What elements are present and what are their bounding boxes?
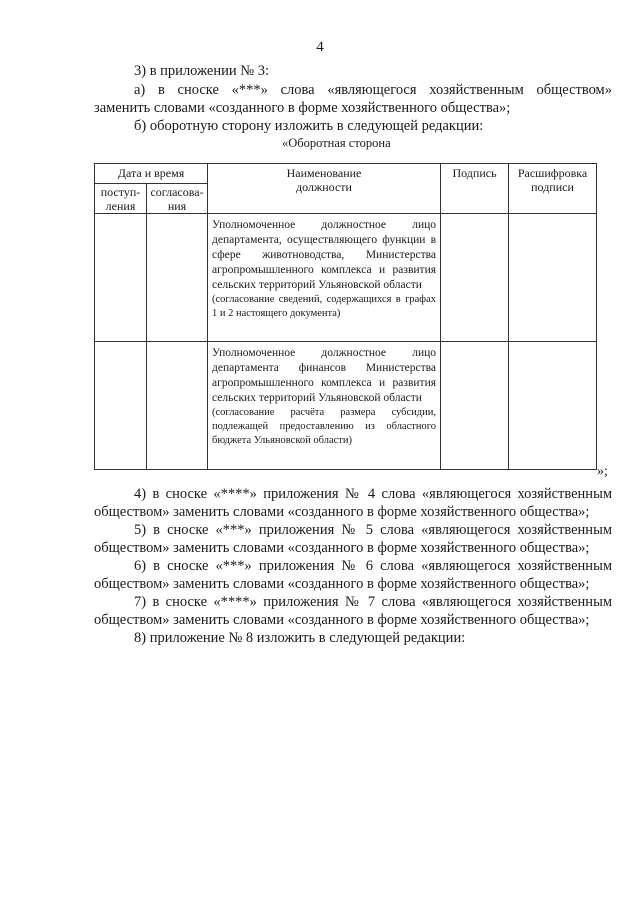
cell-received <box>95 342 147 470</box>
header-signature: Подпись <box>441 164 509 214</box>
item-7-line-2: обществом» заменить словами «созданного в форме хозяйственного общества»; <box>94 612 590 628</box>
item-3a-line-2: заменить словами «созданного в форме хозяйственного общества»; <box>94 100 511 116</box>
item-5-line-1: 5) в сноске «***» приложения № 5 слова «являющегося хозяйственным <box>134 522 612 538</box>
item-4-line-1: 4) в сноске «****» приложения № 4 слова «являющегося хозяйственным <box>134 486 612 502</box>
cell-position <box>208 342 441 470</box>
table-row <box>95 342 597 470</box>
header-decoding: Расшифровка подписи <box>509 164 597 214</box>
table-caption: «Оборотная сторона <box>282 136 391 150</box>
approval-table <box>94 163 597 470</box>
item-7-line-1: 7) в сноске «****» приложения № 7 слова «являющегося хозяйственным <box>134 594 612 610</box>
position-note: (согласование расчёта размера субсидии, подлежащей предоставлению из областного бюджета Ульяновской области) <box>212 407 437 446</box>
cell-approval <box>147 342 208 470</box>
cell-received <box>95 214 147 342</box>
header-date-time: Дата и время <box>95 164 208 184</box>
table-row <box>95 214 597 342</box>
header-received: поступ- ления <box>95 184 147 214</box>
position-text: Уполномоченное должностное лицо департамента финансов Министерства агропромышленного комплекса и развития сельских территорий Ульяновской области <box>212 347 437 404</box>
header-row-1 <box>95 164 597 184</box>
item-3b: б) оборотную сторону изложить в следующей редакции: <box>134 118 484 134</box>
cell-signature <box>441 214 509 342</box>
cell-signature <box>441 342 509 470</box>
cell-position <box>208 214 441 342</box>
table-closing-quote: »; <box>597 464 608 479</box>
position-note: (согласование сведений, содержащихся в графах 1 и 2 настоящего документа) <box>212 294 437 319</box>
item-6-line-2: обществом» заменить словами «созданного в форме хозяйственного общества»; <box>94 576 590 592</box>
item-3-heading: 3) в приложении № 3: <box>134 63 269 79</box>
header-position: Наименование должности <box>208 164 441 214</box>
page-number: 4 <box>316 39 324 55</box>
header-approval: согласова- ния <box>147 184 208 214</box>
item-4-line-2: обществом» заменить словами «созданного в форме хозяйственного общества»; <box>94 504 590 520</box>
cell-approval <box>147 214 208 342</box>
cell-decoding <box>509 342 597 470</box>
item-3a-line-1: а) в сноске «***» слова «являющегося хозяйственным обществом» <box>134 82 612 98</box>
item-5-line-2: обществом» заменить словами «созданного в форме хозяйственного общества»; <box>94 540 590 556</box>
item-6-line-1: 6) в сноске «***» приложения № 6 слова «являющегося хозяйственным <box>134 558 612 574</box>
position-text: Уполномоченное должностное лицо департамента, осуществляющего функции в сфере животноводства, Министерства агропромышленного комплекса и развития сельских территорий Ульяновской области <box>212 219 437 291</box>
item-8: 8) приложение № 8 изложить в следующей редакции: <box>134 630 466 646</box>
cell-decoding <box>509 214 597 342</box>
